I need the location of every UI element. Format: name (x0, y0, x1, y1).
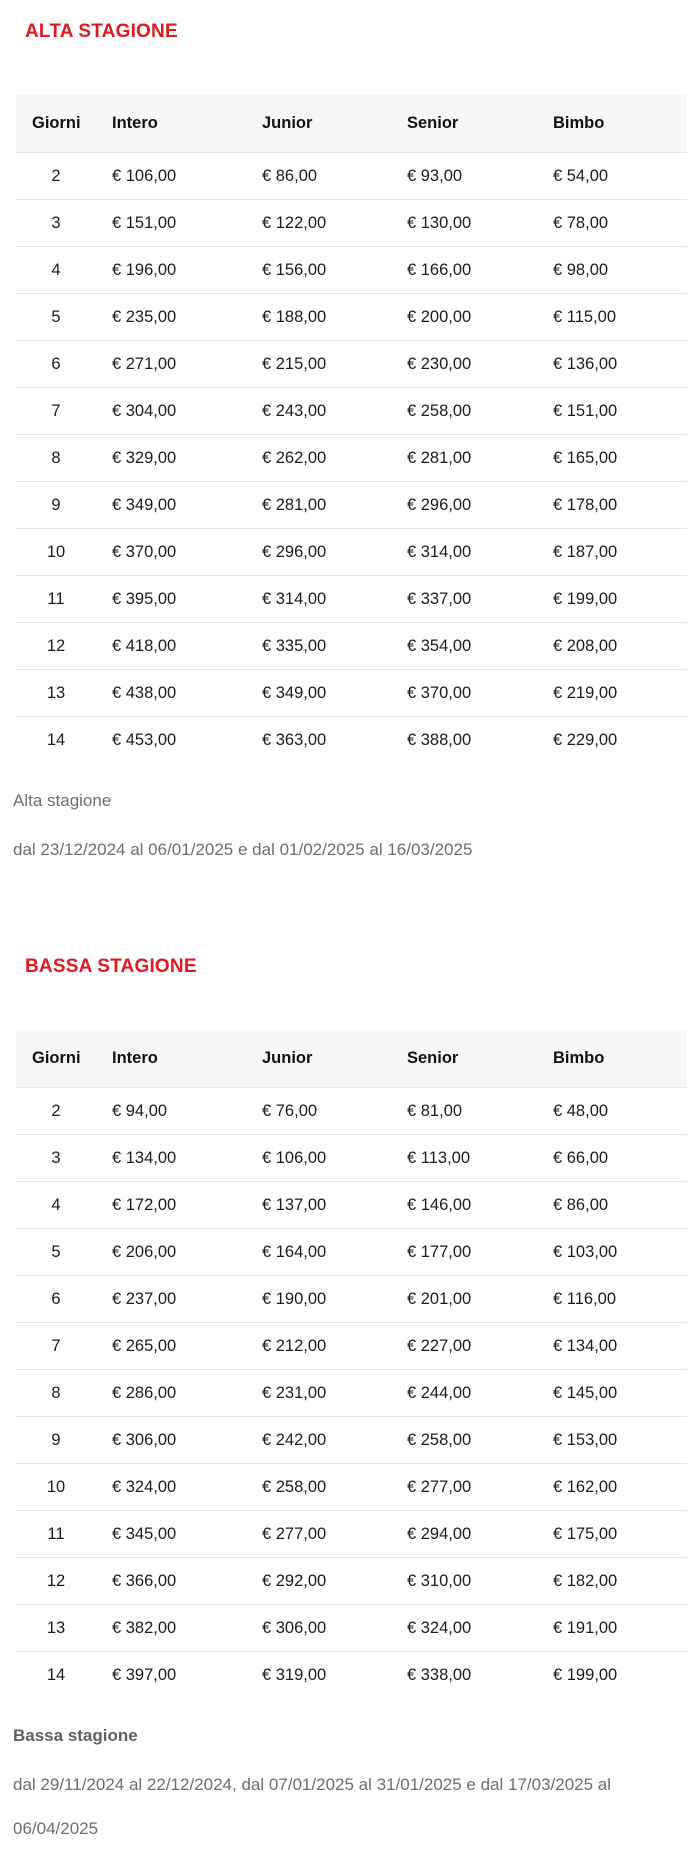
price-cell: € 338,00 (407, 1665, 472, 1684)
column-header-bimbo: Bimbo (537, 95, 687, 153)
days-cell: 13 (46, 683, 66, 702)
table-row (16, 1088, 687, 1135)
days-cell: 7 (51, 1336, 61, 1355)
price-cell: € 349,00 (262, 683, 327, 702)
days-cell: 9 (51, 1430, 61, 1449)
table-row (16, 1558, 687, 1605)
price-cell: € 229,00 (553, 730, 618, 749)
price-cell: € 258,00 (262, 1477, 327, 1496)
table-row (16, 717, 687, 764)
price-cell: € 438,00 (112, 683, 177, 702)
price-cell: € 258,00 (407, 401, 472, 420)
price-cell: € 94,00 (112, 1101, 168, 1120)
price-cell: € 292,00 (262, 1571, 327, 1590)
price-table-alta (16, 95, 687, 763)
column-header-intero: Intero (96, 95, 246, 153)
price-cell: € 231,00 (262, 1383, 327, 1402)
price-cell: € 262,00 (262, 448, 327, 467)
price-cell: € 190,00 (262, 1289, 327, 1308)
price-cell: € 304,00 (112, 401, 177, 420)
price-cell: € 277,00 (407, 1477, 472, 1496)
days-cell: 3 (51, 213, 61, 232)
price-cell: € 294,00 (407, 1524, 472, 1543)
table-row (16, 294, 687, 341)
price-cell: € 286,00 (112, 1383, 177, 1402)
price-cell: € 130,00 (407, 213, 472, 232)
column-header-senior: Senior (391, 1030, 537, 1088)
caption-dates-alta: dal 23/12/2024 al 06/01/2025 e dal 01/02/2025 al 16/03/2025 (13, 840, 473, 859)
price-cell: € 354,00 (407, 636, 472, 655)
season-section-bassa (0, 956, 700, 1851)
price-cell: € 134,00 (553, 1336, 618, 1355)
price-cell: € 136,00 (553, 354, 618, 373)
price-cell: € 281,00 (262, 495, 327, 514)
column-header-giorni: Giorni (16, 95, 96, 153)
price-cell: € 165,00 (553, 448, 618, 467)
price-cell: € 199,00 (553, 1665, 618, 1684)
price-cell: € 206,00 (112, 1242, 177, 1261)
season-section-alta (0, 21, 700, 872)
price-cell: € 281,00 (407, 448, 472, 467)
price-cell: € 164,00 (262, 1242, 327, 1261)
price-cell: € 319,00 (262, 1665, 327, 1684)
price-cell: € 151,00 (112, 213, 177, 232)
price-cell: € 182,00 (553, 1571, 618, 1590)
price-cell: € 335,00 (262, 636, 327, 655)
price-cell: € 243,00 (262, 401, 327, 420)
table-row (16, 1511, 687, 1558)
price-cell: € 76,00 (262, 1101, 318, 1120)
column-header-junior: Junior (246, 1030, 391, 1088)
table-row (16, 1417, 687, 1464)
table-row (16, 1276, 687, 1323)
price-cell: € 200,00 (407, 307, 472, 326)
caption-title-alta: Alta stagione (13, 791, 112, 810)
days-cell: 10 (46, 542, 66, 561)
price-cell: € 175,00 (553, 1524, 618, 1543)
days-cell: 11 (47, 589, 65, 608)
price-cell: € 156,00 (262, 260, 327, 279)
days-cell: 8 (51, 1383, 61, 1402)
price-cell: € 363,00 (262, 730, 327, 749)
days-cell: 12 (46, 1571, 66, 1590)
price-cell: € 418,00 (112, 636, 177, 655)
days-cell: 6 (51, 1289, 61, 1308)
price-cell: € 397,00 (112, 1665, 177, 1684)
column-header-senior: Senior (391, 95, 537, 153)
price-cell: € 66,00 (553, 1148, 609, 1167)
price-cell: € 296,00 (262, 542, 327, 561)
table-row (16, 200, 687, 247)
caption-title-bassa: Bassa stagione (13, 1726, 138, 1745)
column-header-bimbo: Bimbo (537, 1030, 687, 1088)
price-cell: € 230,00 (407, 354, 472, 373)
price-cell: € 453,00 (112, 730, 177, 749)
table-row (16, 1182, 687, 1229)
price-cell: € 113,00 (407, 1148, 471, 1167)
price-cell: € 237,00 (112, 1289, 177, 1308)
price-cell: € 227,00 (407, 1336, 472, 1355)
caption-dates-bassa: dal 29/11/2024 al 22/12/2024, dal 07/01/2025 al 31/01/2025 e dal 17/03/2025 al 06/04/2025 (13, 1775, 612, 1838)
price-cell: € 78,00 (553, 213, 609, 232)
price-cell: € 306,00 (262, 1618, 327, 1637)
price-cell: € 208,00 (553, 636, 618, 655)
table-row (16, 435, 687, 482)
days-cell: 11 (47, 1524, 65, 1543)
price-cell: € 153,00 (553, 1430, 618, 1449)
table-header (16, 95, 687, 153)
price-cell: € 115,00 (553, 307, 617, 326)
table-row (16, 670, 687, 717)
price-cell: € 324,00 (112, 1477, 177, 1496)
price-cell: € 145,00 (553, 1383, 618, 1402)
price-cell: € 146,00 (407, 1195, 472, 1214)
table-row (16, 576, 687, 623)
price-cell: € 196,00 (112, 260, 177, 279)
price-cell: € 329,00 (112, 448, 177, 467)
price-cell: € 201,00 (407, 1289, 472, 1308)
table-row (16, 529, 687, 576)
price-cell: € 199,00 (553, 589, 618, 608)
days-cell: 4 (51, 260, 61, 279)
price-cell: € 137,00 (262, 1195, 327, 1214)
price-table-bassa (16, 1030, 687, 1698)
price-cell: € 54,00 (553, 166, 609, 185)
price-cell: € 162,00 (553, 1477, 618, 1496)
days-cell: 12 (46, 636, 66, 655)
price-cell: € 306,00 (112, 1430, 177, 1449)
price-cell: € 244,00 (407, 1383, 472, 1402)
days-cell: 10 (46, 1477, 66, 1496)
price-cell: € 296,00 (407, 495, 472, 514)
table-row (16, 247, 687, 294)
price-cell: € 116,00 (553, 1289, 617, 1308)
price-cell: € 258,00 (407, 1430, 472, 1449)
table-row (16, 1464, 687, 1511)
price-cell: € 188,00 (262, 307, 327, 326)
price-cell: € 48,00 (553, 1101, 609, 1120)
days-cell: 4 (51, 1195, 61, 1214)
price-cell: € 166,00 (407, 260, 472, 279)
price-cell: € 395,00 (112, 589, 177, 608)
price-cell: € 314,00 (262, 589, 327, 608)
price-cell: € 177,00 (407, 1242, 472, 1261)
table-row (16, 482, 687, 529)
table-row (16, 388, 687, 435)
price-cell: € 212,00 (262, 1336, 327, 1355)
price-cell: € 178,00 (553, 495, 618, 514)
table-row (16, 1323, 687, 1370)
price-cell: € 370,00 (112, 542, 177, 561)
price-cell: € 345,00 (112, 1524, 177, 1543)
price-cell: € 134,00 (112, 1148, 177, 1167)
price-cell: € 382,00 (112, 1618, 177, 1637)
price-cell: € 86,00 (262, 166, 318, 185)
price-cell: € 349,00 (112, 495, 177, 514)
days-cell: 2 (51, 166, 61, 185)
price-cell: € 219,00 (553, 683, 618, 702)
table-row (16, 153, 687, 200)
price-cell: € 106,00 (262, 1148, 327, 1167)
price-cell: € 81,00 (407, 1101, 463, 1120)
price-cell: € 172,00 (112, 1195, 177, 1214)
price-cell: € 324,00 (407, 1618, 472, 1637)
table-header (16, 1030, 687, 1088)
price-cell: € 98,00 (553, 260, 609, 279)
price-cell: € 106,00 (112, 166, 177, 185)
price-cell: € 215,00 (262, 354, 327, 373)
table-row (16, 1135, 687, 1182)
price-cell: € 277,00 (262, 1524, 327, 1543)
days-cell: 3 (51, 1148, 61, 1167)
price-cell: € 242,00 (262, 1430, 327, 1449)
price-cell: € 93,00 (407, 166, 463, 185)
column-header-junior: Junior (246, 95, 391, 153)
table-row (16, 1605, 687, 1652)
price-cell: € 337,00 (407, 589, 472, 608)
price-cell: € 370,00 (407, 683, 472, 702)
price-cell: € 366,00 (112, 1571, 177, 1590)
days-cell: 8 (51, 448, 61, 467)
price-cell: € 310,00 (407, 1571, 472, 1590)
price-cell: € 235,00 (112, 307, 177, 326)
days-cell: 6 (51, 354, 61, 373)
table-row (16, 623, 687, 670)
table-row (16, 1370, 687, 1417)
price-cell: € 265,00 (112, 1336, 177, 1355)
price-cell: € 151,00 (553, 401, 618, 420)
price-cell: € 388,00 (407, 730, 472, 749)
days-cell: 14 (46, 1665, 66, 1684)
days-cell: 14 (46, 730, 66, 749)
days-cell: 9 (51, 495, 61, 514)
price-cell: € 103,00 (553, 1242, 618, 1261)
price-cell: € 271,00 (112, 354, 177, 373)
price-cell: € 122,00 (262, 213, 327, 232)
days-cell: 5 (51, 1242, 61, 1261)
price-cell: € 314,00 (407, 542, 472, 561)
price-cell: € 187,00 (553, 542, 618, 561)
table-row (16, 341, 687, 388)
days-cell: 2 (51, 1101, 61, 1120)
season-title-bassa: BASSA STAGIONE (25, 956, 197, 977)
season-title-alta: ALTA STAGIONE (25, 21, 178, 42)
days-cell: 5 (51, 307, 61, 326)
table-row (16, 1652, 687, 1699)
column-header-giorni: Giorni (16, 1030, 96, 1088)
column-header-intero: Intero (96, 1030, 246, 1088)
price-cell: € 191,00 (553, 1618, 618, 1637)
price-cell: € 86,00 (553, 1195, 609, 1214)
days-cell: 13 (46, 1618, 66, 1637)
days-cell: 7 (51, 401, 61, 420)
table-row (16, 1229, 687, 1276)
